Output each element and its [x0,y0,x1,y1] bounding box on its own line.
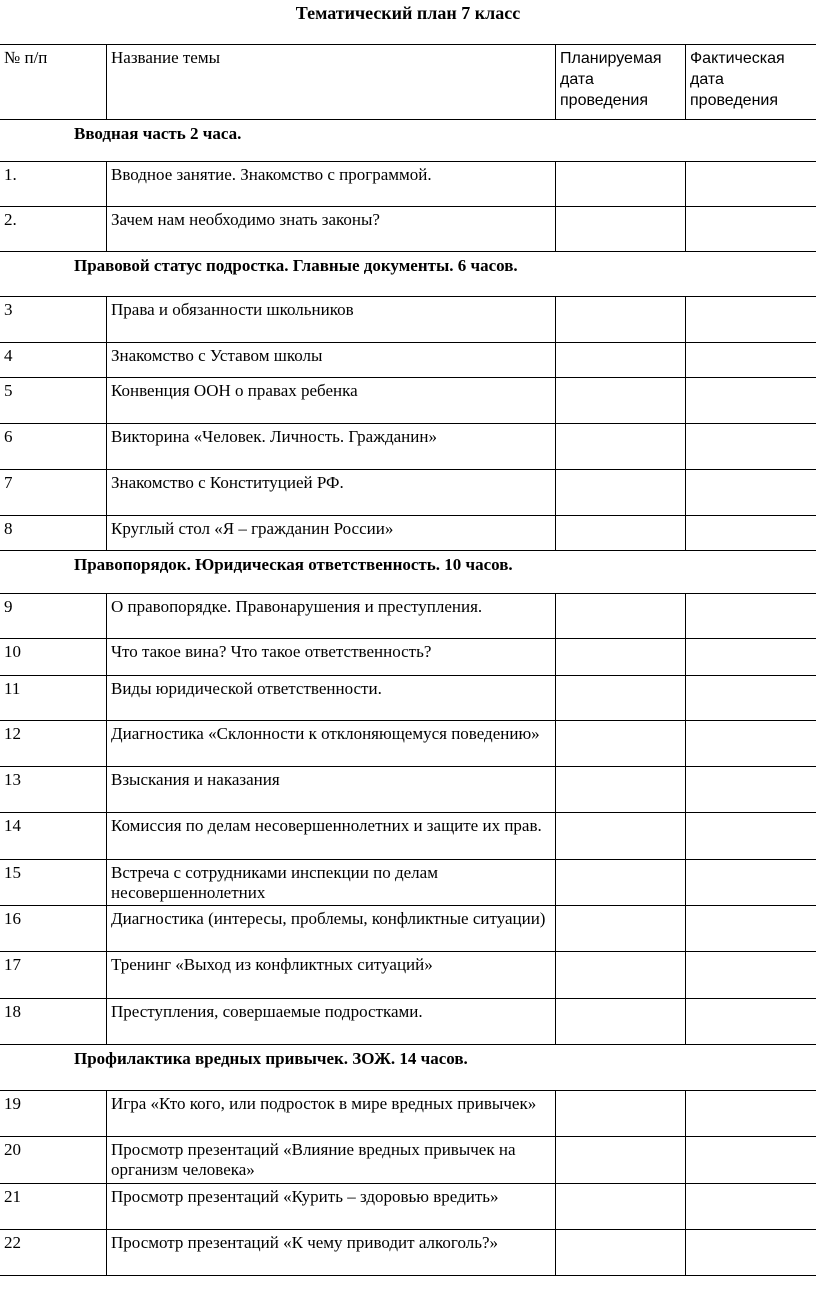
row-topic: Вводное занятие. Знакомство с программой. [107,162,556,207]
row-number: 13 [0,767,107,813]
planned-date-cell[interactable] [556,1091,686,1137]
row-number: 1. [0,162,107,207]
row-topic: Что такое вина? Что такое ответственность? [107,639,556,676]
row-topic: Конвенция ООН о правах ребенка [107,378,556,424]
actual-date-cell[interactable] [686,297,816,343]
table-row [0,207,816,252]
row-number: 14 [0,813,107,860]
actual-date-cell[interactable] [686,424,816,470]
row-number: 4 [0,343,107,378]
table-row [0,1137,816,1184]
actual-date-cell[interactable] [686,952,816,999]
planned-date-cell[interactable] [556,470,686,516]
planned-date-cell[interactable] [556,906,686,952]
row-topic: Зачем нам необходимо знать законы? [107,207,556,252]
planned-date-cell[interactable] [556,813,686,860]
planned-date-cell[interactable] [556,1137,686,1184]
row-topic: Круглый стол «Я – гражданин России» [107,516,556,551]
planned-date-cell[interactable] [556,343,686,378]
row-topic: Просмотр презентаций «Влияние вредных привычек на организм человека» [107,1137,556,1184]
planned-date-cell[interactable] [556,594,686,639]
row-topic: Просмотр презентаций «Курить – здоровью вредить» [107,1184,556,1230]
table-row [0,1184,816,1230]
row-number: 11 [0,676,107,721]
row-number: 16 [0,906,107,952]
header-num: № п/п [0,45,107,120]
header-planned-date: Планируемая дата проведения [556,45,686,120]
table-row [0,906,816,952]
planned-date-cell[interactable] [556,676,686,721]
actual-date-cell[interactable] [686,470,816,516]
actual-date-cell[interactable] [686,813,816,860]
actual-date-cell[interactable] [686,1230,816,1276]
actual-date-cell[interactable] [686,378,816,424]
row-topic: Комиссия по делам несовершеннолетних и защите их прав. [107,813,556,860]
table-row [0,516,816,551]
section-title: Вводная часть 2 часа. [0,120,816,162]
row-topic: Тренинг «Выход из конфликтных ситуаций» [107,952,556,999]
row-number: 20 [0,1137,107,1184]
row-topic: Права и обязанности школьников [107,297,556,343]
table-row [0,470,816,516]
section-row [0,120,816,162]
row-topic: Диагностика (интересы, проблемы, конфликтные ситуации) [107,906,556,952]
table-row [0,424,816,470]
row-topic: Знакомство с Уставом школы [107,343,556,378]
actual-date-cell[interactable] [686,906,816,952]
actual-date-cell[interactable] [686,767,816,813]
table-row [0,378,816,424]
actual-date-cell[interactable] [686,1091,816,1137]
row-number: 19 [0,1091,107,1137]
planned-date-cell[interactable] [556,424,686,470]
row-topic: Виды юридической ответственности. [107,676,556,721]
actual-date-cell[interactable] [686,516,816,551]
table-row [0,999,816,1045]
table-row [0,952,816,999]
row-number: 12 [0,721,107,767]
planned-date-cell[interactable] [556,207,686,252]
planned-date-cell[interactable] [556,1230,686,1276]
table-header-row [0,45,816,120]
planned-date-cell[interactable] [556,999,686,1045]
actual-date-cell[interactable] [686,207,816,252]
actual-date-cell[interactable] [686,999,816,1045]
table-row [0,1091,816,1137]
table-row [0,1230,816,1276]
row-number: 8 [0,516,107,551]
page-title: Тематический план 7 класс [295,3,521,23]
table-row [0,813,816,860]
table-row [0,162,816,207]
actual-date-cell[interactable] [686,343,816,378]
table-row [0,767,816,813]
table-row [0,594,816,639]
row-topic: Встреча с сотрудниками инспекции по делам несовершеннолетних [107,860,556,906]
table-row [0,676,816,721]
planned-date-cell[interactable] [556,952,686,999]
header-actual-date: Фактическая дата проведения [686,45,816,120]
row-number: 21 [0,1184,107,1230]
actual-date-cell[interactable] [686,860,816,906]
table-row [0,343,816,378]
table-row [0,721,816,767]
table-row [0,639,816,676]
planned-date-cell[interactable] [556,516,686,551]
row-topic: Викторина «Человек. Личность. Гражданин» [107,424,556,470]
planned-date-cell[interactable] [556,378,686,424]
row-number: 9 [0,594,107,639]
row-number: 18 [0,999,107,1045]
actual-date-cell[interactable] [686,162,816,207]
actual-date-cell[interactable] [686,721,816,767]
row-topic: Преступления, совершаемые подростками. [107,999,556,1045]
table-row [0,297,816,343]
row-number: 15 [0,860,107,906]
row-topic: Игра «Кто кого, или подросток в мире вредных привычек» [107,1091,556,1137]
planned-date-cell[interactable] [556,639,686,676]
section-title: Правовой статус подростка. Главные документы. 6 часов. [0,252,816,297]
actual-date-cell[interactable] [686,1137,816,1184]
planned-date-cell[interactable] [556,721,686,767]
row-number: 22 [0,1230,107,1276]
table-row [0,860,816,906]
section-title: Правопорядок. Юридическая ответственность. 10 часов. [0,551,816,594]
actual-date-cell[interactable] [686,639,816,676]
planned-date-cell[interactable] [556,860,686,906]
header-topic: Название темы [107,45,556,120]
row-number: 7 [0,470,107,516]
row-number: 5 [0,378,107,424]
actual-date-cell[interactable] [686,1184,816,1230]
row-topic: Просмотр презентаций «К чему приводит алкоголь?» [107,1230,556,1276]
section-title: Профилактика вредных привычек. ЗОЖ. 14 часов. [0,1045,816,1091]
row-number: 3 [0,297,107,343]
actual-date-cell[interactable] [686,594,816,639]
row-number: 2. [0,207,107,252]
row-topic: Взыскания и наказания [107,767,556,813]
planned-date-cell[interactable] [556,297,686,343]
section-row [0,1045,816,1091]
row-number: 17 [0,952,107,999]
thematic-plan-table [0,44,816,1276]
row-number: 6 [0,424,107,470]
section-row [0,252,816,297]
actual-date-cell[interactable] [686,676,816,721]
row-topic: Диагностика «Склонности к отклоняющемуся поведению» [107,721,556,767]
row-topic: Знакомство с Конституцией РФ. [107,470,556,516]
planned-date-cell[interactable] [556,767,686,813]
row-topic: О правопорядке. Правонарушения и преступления. [107,594,556,639]
row-number: 10 [0,639,107,676]
section-row [0,551,816,594]
planned-date-cell[interactable] [556,162,686,207]
planned-date-cell[interactable] [556,1184,686,1230]
